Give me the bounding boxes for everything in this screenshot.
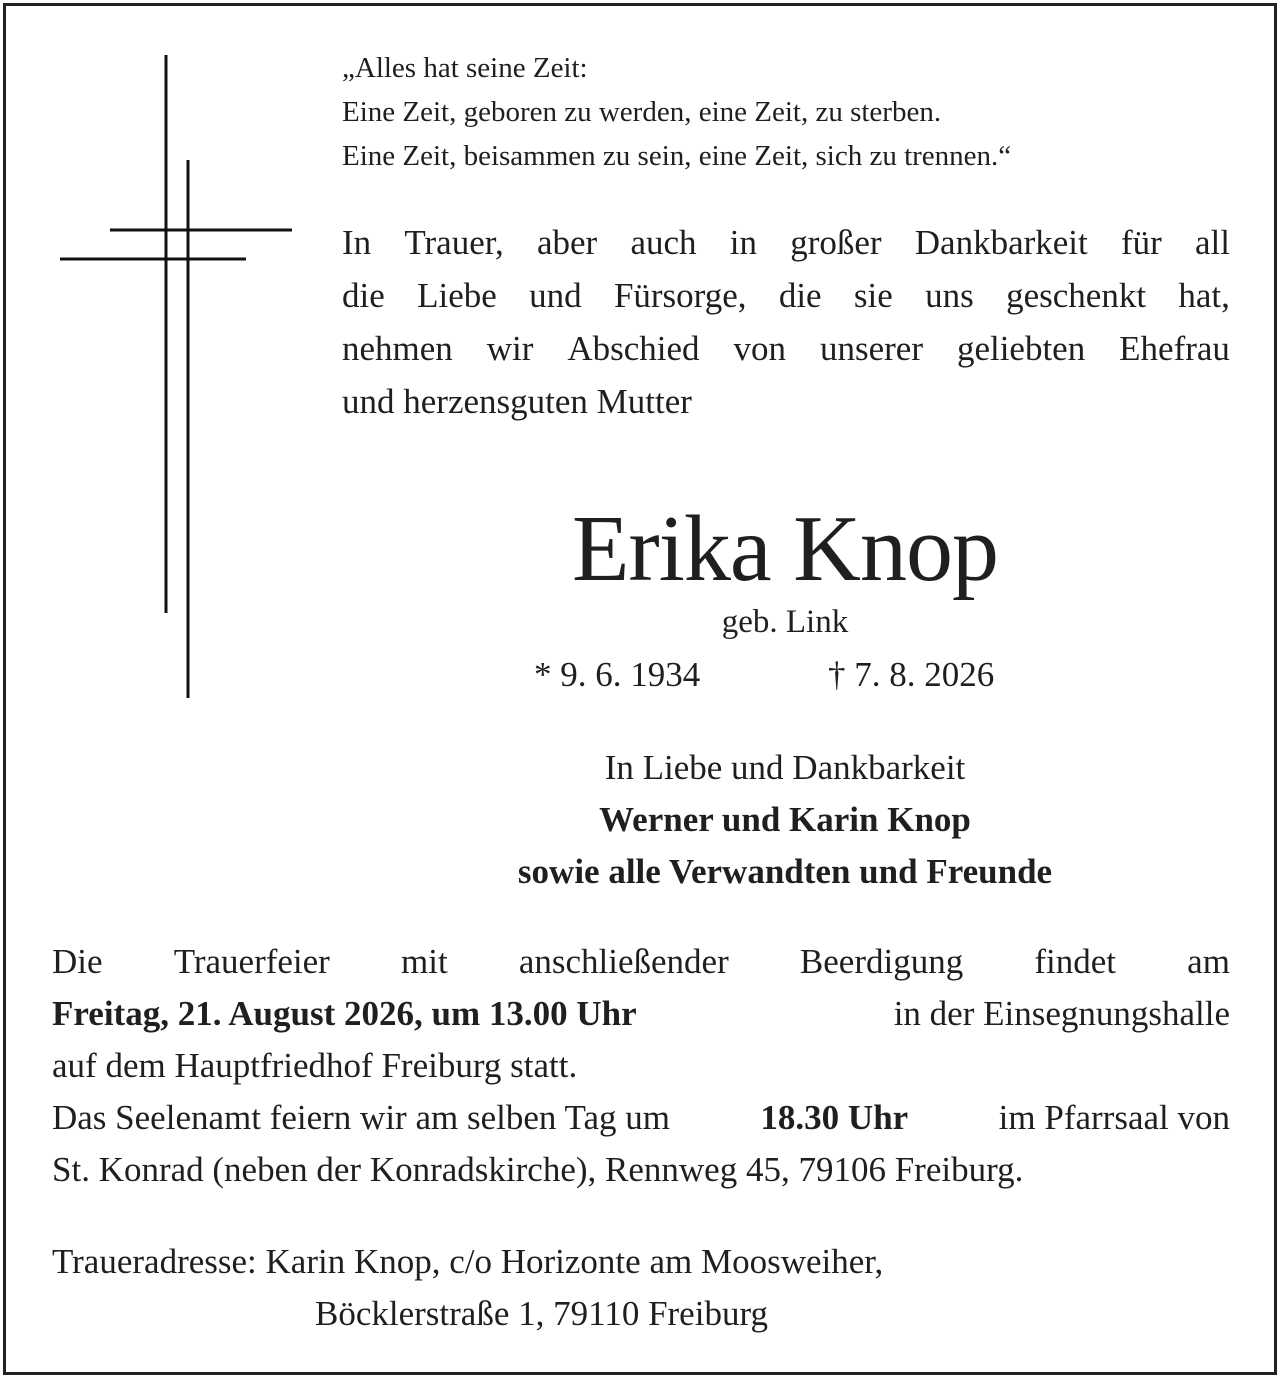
intro-line [342,269,1230,322]
service-text: Das Seelenamt feiern wir am selben Tag um [52,1098,670,1137]
deceased-name: Erika Knop [572,497,998,601]
word: Liebe [417,276,497,315]
mourners-intro: In Liebe und Dankbarkeit [604,748,966,787]
intro-line [342,322,1230,375]
service-line: St. Konrad (neben der Konradskirche), Rennweg 45, 79106 Freiburg. [52,1150,1024,1189]
word: In [342,223,372,262]
word: Ehefrau [1119,329,1230,368]
word: Trauerfeier [173,942,330,981]
death-date: † 7. 8. 2026 [828,655,995,694]
word: uns [925,276,974,315]
word: hat, [1178,276,1230,315]
address-label: Traueradresse: [52,1242,257,1281]
intro-paragraph [342,216,1230,428]
word: großer [790,223,882,262]
quote-line: Eine Zeit, geboren zu werden, eine Zeit, zu sterben. [342,96,942,128]
word: am [1187,942,1230,981]
mourners-block [380,742,1190,898]
word: unserer [819,329,923,368]
address-row [52,1236,1230,1288]
birth-date: * 9. 6. 1934 [534,655,701,694]
word: geschenkt [1006,276,1147,315]
service-line [52,1092,1230,1144]
maiden-name: geb. Link [721,604,849,640]
mourners-others: sowie alle Verwandten und Freunde [517,852,1053,891]
word: geliebten [956,329,1086,368]
service-text: im Pfarrsaal von [998,1098,1230,1137]
word: all [1195,223,1230,262]
word: von [733,329,787,368]
quote-line: „Alles hat seine Zeit: [342,52,588,84]
address-line: Karin Knop, c/o Horizonte am Moosweiher, [265,1242,884,1281]
intro-line: und herzensguten Mutter [342,382,692,421]
quote-line: Eine Zeit, beisammen zu sein, eine Zeit, sich zu trennen.“ [342,140,1012,172]
quote-block [342,46,1242,178]
word: die [778,276,822,315]
mourners-names: Werner und Karin Knop [599,800,971,839]
word: für [1120,223,1162,262]
requiem-time: 18.30 Uhr [760,1098,909,1137]
word: und [529,276,582,315]
service-line [52,936,1230,988]
word: Abschied [567,329,700,368]
mourning-address [52,1236,1230,1340]
service-paragraph [52,936,1230,1196]
intro-line [342,216,1230,269]
word: Die [52,942,103,981]
word: sie [853,276,893,315]
word: nehmen [342,329,453,368]
address-line: Böcklerstraße 1, 79110 Freiburg [315,1294,768,1333]
word: die [342,276,385,315]
word: aber [536,223,598,262]
word: Trauer, [404,223,504,262]
cross-icon [58,55,298,700]
word: findet [1034,942,1116,981]
service-line [52,988,1230,1040]
word: Beerdigung [799,942,964,981]
word: anschließender [518,942,729,981]
word: mit [401,942,448,981]
word: wir [486,329,534,368]
service-date-time: Freitag, 21. August 2026, um 13.00 Uhr [52,994,637,1033]
service-line: auf dem Hauptfriedhof Freiburg statt. [52,1046,578,1085]
word: auch [630,223,697,262]
word: Fürsorge, [613,276,747,315]
word: Dankbarkeit [914,223,1088,262]
word: in [729,223,757,262]
service-location: in der Einsegnungshalle [893,994,1230,1033]
